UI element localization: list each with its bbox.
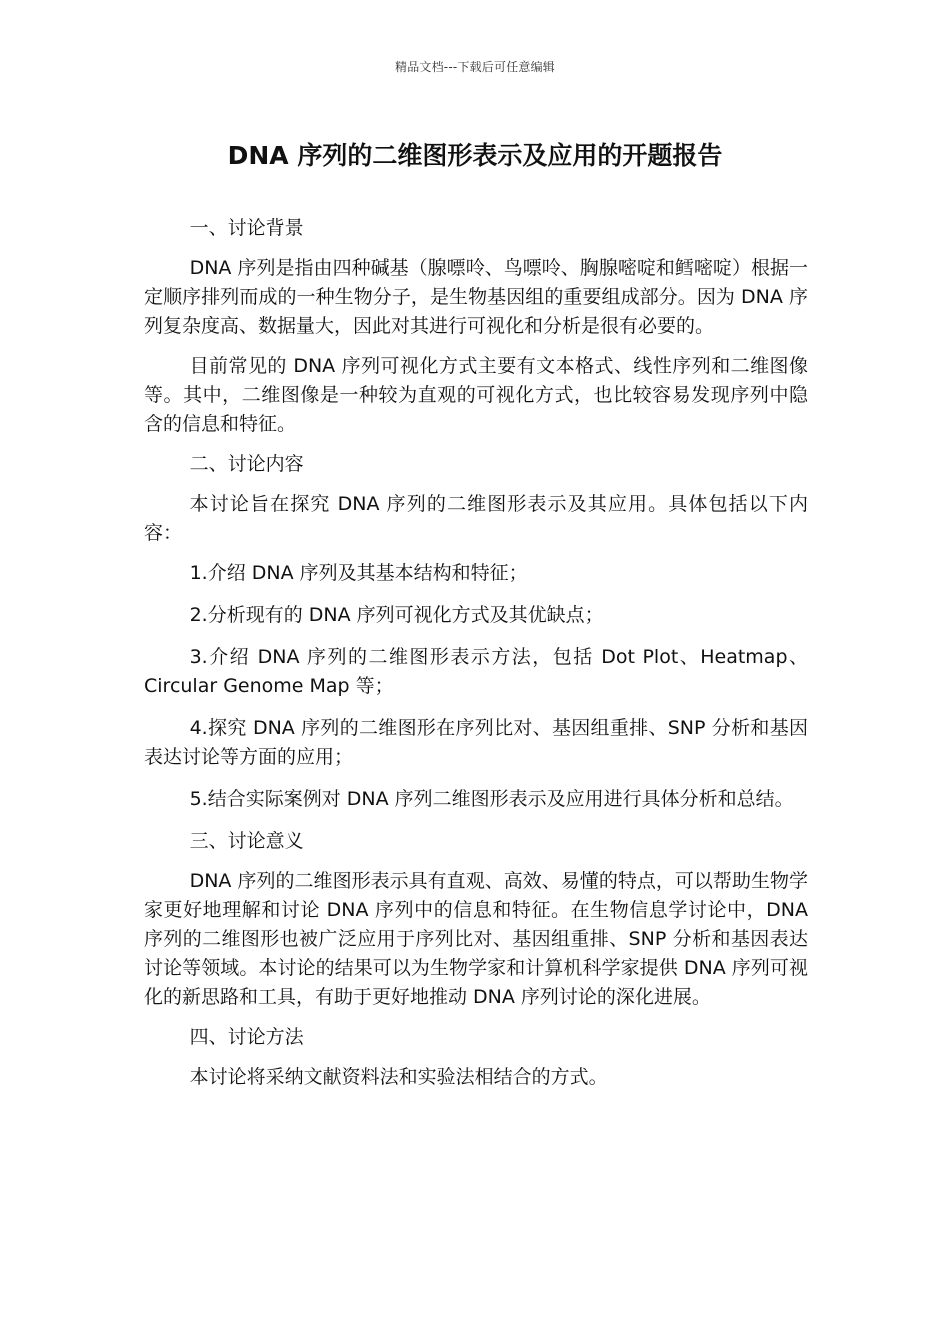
header-note: 精品文档---下载后可任意编辑 (395, 60, 555, 74)
paragraph-background-2: 目前常见的 DNA 序列可视化方式主要有文本格式、线性序列和二维图像等。其中，二维图像是一种较为直观的可视化方式，也比较容易发现序列中隐含的信息和特征。 (144, 355, 808, 435)
paragraph-content-intro: 本讨论旨在探究 DNA 序列的二维图形表示及其应用。具体包括以下内容： (144, 493, 808, 544)
section-heading-content: 二、讨论内容 (189, 453, 304, 475)
section-heading-significance: 三、讨论意义 (189, 830, 304, 852)
list-item-5: 5.结合实际案例对 DNA 序列二维图形表示及应用进行具体分析和总结。 (189, 788, 794, 810)
section-heading-background: 一、讨论背景 (189, 217, 304, 239)
list-item-2: 2.分析现有的 DNA 序列可视化方式及其优缺点； (189, 604, 604, 626)
paragraph-method: 本讨论将采纳文献资料法和实验法相结合的方式。 (189, 1066, 608, 1088)
list-item-4: 4.探究 DNA 序列的二维图形在序列比对、基因组重排、SNP 分析和基因表达讨论等方面的应用； (144, 717, 808, 768)
document-body (144, 214, 808, 1103)
paragraph-significance: DNA 序列的二维图形表示具有直观、高效、易懂的特点，可以帮助生物学家更好地理解和讨论 DNA 序列中的信息和特征。在生物信息学讨论中，DNA 序列的二维图形也被广泛应用于序列比对、基因组重排、SNP 分析和基因表达讨论等领域。本讨论的结果可以为生物学家和计算机科学家提供 DNA 序列可视化的新思路和工具，有助于更好地推动 DNA 序列讨论的深化进展。 (144, 870, 808, 1008)
paragraph-background-1: DNA 序列是指由四种碱基（腺嘌呤、鸟嘌呤、胸腺嘧啶和鳕嘧啶）根据一定顺序排列而成的一种生物分子，是生物基因组的重要组成部分。因为 DNA 序列复杂度高、数据量大，因此对其进行可视化和分析是很有必要的。 (144, 257, 808, 337)
section-heading-method: 四、讨论方法 (189, 1026, 304, 1048)
document-title: DNA 序列的二维图形表示及应用的开题报告 (227, 141, 723, 170)
list-item-1: 1.介绍 DNA 序列及其基本结构和特征； (189, 562, 528, 584)
list-item-3: 3.介绍 DNA 序列的二维图形表示方法，包括 Dot Plot、Heatmap、Circular Genome Map 等； (144, 646, 808, 697)
